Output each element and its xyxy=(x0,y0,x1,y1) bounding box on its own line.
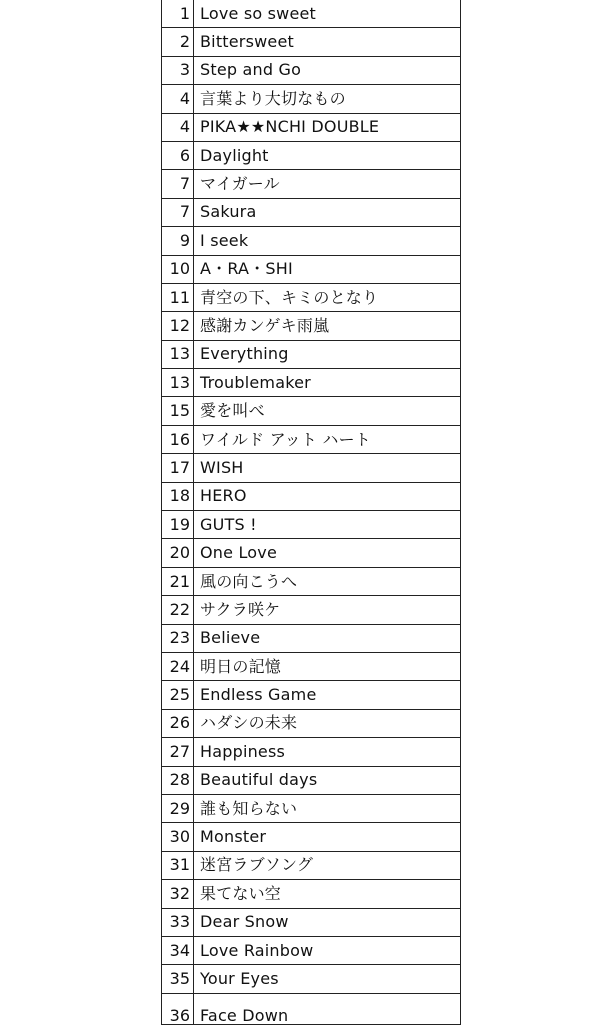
rank-cell: 7 xyxy=(162,198,194,226)
song-title-cell: Happiness xyxy=(194,738,461,766)
song-title-cell: A・RA・SHI xyxy=(194,255,461,283)
rank-cell: 29 xyxy=(162,794,194,822)
rank-cell: 26 xyxy=(162,709,194,737)
song-title-cell: Daylight xyxy=(194,141,461,169)
table-row xyxy=(162,425,461,453)
rank-cell: 24 xyxy=(162,652,194,680)
song-title-cell: マイガール xyxy=(194,170,461,198)
song-title-cell: Love Rainbow xyxy=(194,936,461,964)
song-title-cell: Troublemaker xyxy=(194,369,461,397)
table-row xyxy=(162,141,461,169)
rank-cell: 1 xyxy=(162,0,194,28)
table-row xyxy=(162,596,461,624)
rank-cell: 25 xyxy=(162,681,194,709)
table-row xyxy=(162,56,461,84)
rank-cell: 11 xyxy=(162,283,194,311)
rank-cell: 33 xyxy=(162,908,194,936)
rank-cell: 18 xyxy=(162,482,194,510)
table-row xyxy=(162,255,461,283)
table-row xyxy=(162,624,461,652)
rank-cell: 36 xyxy=(162,993,194,1024)
table-row xyxy=(162,709,461,737)
rank-cell: 21 xyxy=(162,567,194,595)
table-row xyxy=(162,454,461,482)
song-title-cell: Believe xyxy=(194,624,461,652)
table-row xyxy=(162,652,461,680)
rank-cell: 16 xyxy=(162,425,194,453)
song-title-cell: 言葉より大切なもの xyxy=(194,85,461,113)
song-title-cell: ハダシの未来 xyxy=(194,709,461,737)
rank-cell: 17 xyxy=(162,454,194,482)
rank-cell: 23 xyxy=(162,624,194,652)
rank-cell: 28 xyxy=(162,766,194,794)
song-title-cell: Step and Go xyxy=(194,56,461,84)
song-title-cell: 果てない空 xyxy=(194,880,461,908)
rank-cell: 13 xyxy=(162,340,194,368)
rank-cell: 12 xyxy=(162,312,194,340)
song-title-cell: GUTS ! xyxy=(194,511,461,539)
song-title-cell: Beautiful days xyxy=(194,766,461,794)
table-row xyxy=(162,85,461,113)
rank-cell: 6 xyxy=(162,141,194,169)
table-row xyxy=(162,170,461,198)
song-title-cell: ワイルド アット ハート xyxy=(194,425,461,453)
table-row xyxy=(162,681,461,709)
song-title-cell: 愛を叫べ xyxy=(194,397,461,425)
rank-cell: 15 xyxy=(162,397,194,425)
table-row xyxy=(162,738,461,766)
song-title-cell: One Love xyxy=(194,539,461,567)
song-title-cell: Sakura xyxy=(194,198,461,226)
table-row xyxy=(162,794,461,822)
rank-cell: 31 xyxy=(162,851,194,879)
rank-cell: 19 xyxy=(162,511,194,539)
rank-cell: 3 xyxy=(162,56,194,84)
table-row xyxy=(162,965,461,993)
song-title-cell: Monster xyxy=(194,823,461,851)
rank-cell: 7 xyxy=(162,170,194,198)
song-title-cell: Endless Game xyxy=(194,681,461,709)
table-row xyxy=(162,227,461,255)
song-title-cell: 誰も知らない xyxy=(194,794,461,822)
rank-cell: 9 xyxy=(162,227,194,255)
table-row xyxy=(162,823,461,851)
table-row xyxy=(162,369,461,397)
table-row xyxy=(162,567,461,595)
song-title-cell: サクラ咲ケ xyxy=(194,596,461,624)
rank-cell: 13 xyxy=(162,369,194,397)
table-row xyxy=(162,198,461,226)
song-title-cell: Everything xyxy=(194,340,461,368)
table-row xyxy=(162,397,461,425)
ranking-table xyxy=(161,0,461,1025)
table-row xyxy=(162,880,461,908)
rank-cell: 27 xyxy=(162,738,194,766)
song-title-cell: Love so sweet xyxy=(194,0,461,28)
rank-cell: 22 xyxy=(162,596,194,624)
table-row xyxy=(162,936,461,964)
rank-cell: 34 xyxy=(162,936,194,964)
rank-cell: 20 xyxy=(162,539,194,567)
table-row xyxy=(162,511,461,539)
song-title-cell: PIKA★★NCHI DOUBLE xyxy=(194,113,461,141)
rank-cell: 10 xyxy=(162,255,194,283)
song-title-cell: Dear Snow xyxy=(194,908,461,936)
table-row xyxy=(162,482,461,510)
table-row xyxy=(162,993,461,1024)
song-title-cell: I seek xyxy=(194,227,461,255)
song-title-cell: Your Eyes xyxy=(194,965,461,993)
ranking-table-body xyxy=(162,0,461,1024)
table-row xyxy=(162,28,461,56)
song-title-cell: 風の向こうへ xyxy=(194,567,461,595)
rank-cell: 4 xyxy=(162,113,194,141)
rank-cell: 32 xyxy=(162,880,194,908)
rank-cell: 2 xyxy=(162,28,194,56)
table-row xyxy=(162,539,461,567)
table-row xyxy=(162,283,461,311)
table-row xyxy=(162,0,461,28)
song-title-cell: 迷宮ラブソング xyxy=(194,851,461,879)
table-row xyxy=(162,312,461,340)
song-title-cell: Bittersweet xyxy=(194,28,461,56)
table-row xyxy=(162,340,461,368)
table-row xyxy=(162,113,461,141)
rank-cell: 35 xyxy=(162,965,194,993)
table-row xyxy=(162,766,461,794)
song-title-cell: HERO xyxy=(194,482,461,510)
table-row xyxy=(162,908,461,936)
rank-cell: 4 xyxy=(162,85,194,113)
table-row xyxy=(162,851,461,879)
song-title-cell: Face Down xyxy=(194,993,461,1024)
song-title-cell: 感謝カンゲキ雨嵐 xyxy=(194,312,461,340)
song-title-cell: 明日の記憶 xyxy=(194,652,461,680)
song-title-cell: WISH xyxy=(194,454,461,482)
song-title-cell: 青空の下、キミのとなり xyxy=(194,283,461,311)
rank-cell: 30 xyxy=(162,823,194,851)
